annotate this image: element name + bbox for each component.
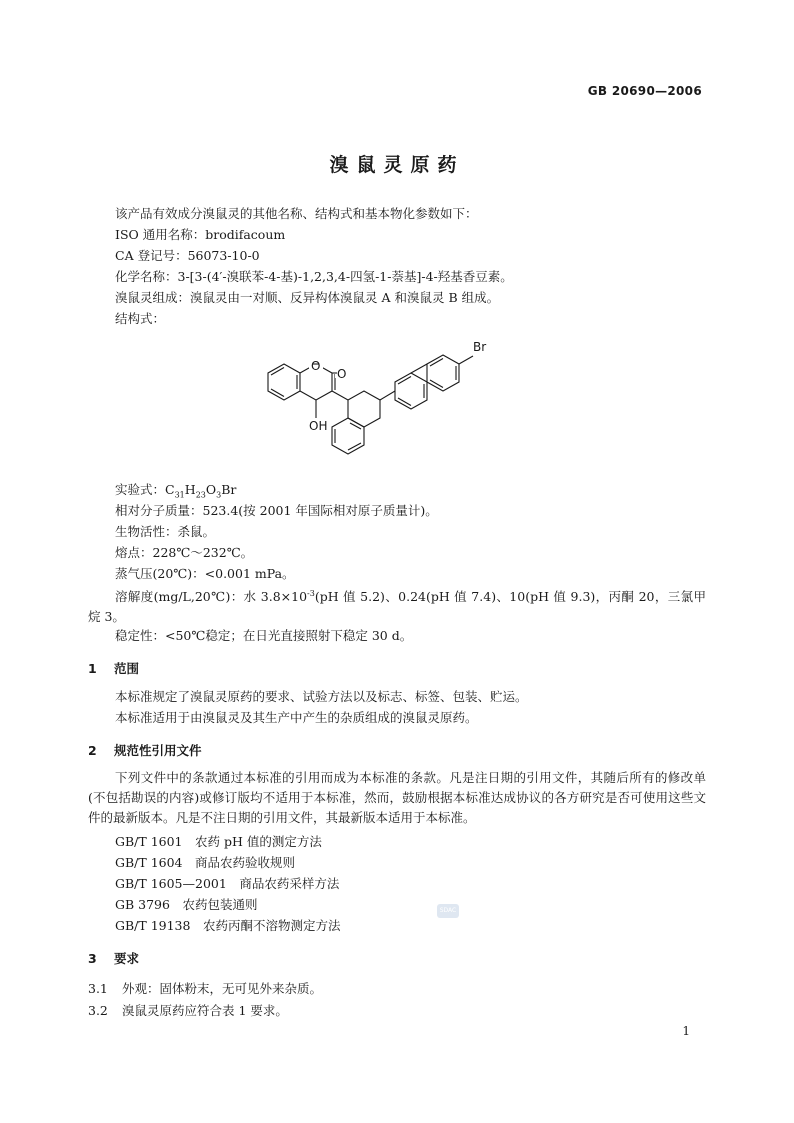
reference-item: GB 3796 农药包装通则 [115, 897, 258, 912]
structure-label: 结构式： [115, 311, 166, 326]
structural-formula [255, 333, 545, 473]
standard-number: GB 20690—2006 [587, 84, 702, 98]
stability: 稳定性：<50℃稳定；在日光直接照射下稳定 30 d。 [115, 628, 413, 643]
watermark-logo: SDAC [437, 904, 459, 918]
clause-3-1: 3.1 外观：固体粉末，无可见外来杂质。 [88, 981, 323, 996]
page-title: 溴鼠灵原药 [329, 154, 465, 176]
melting-point: 熔点：228℃～232℃。 [115, 545, 254, 560]
section-2-heading: 2 规范性引用文件 [88, 743, 202, 758]
page-number: 1 [682, 1024, 690, 1038]
section-1-para-1: 本标准规定了溴鼠灵原药的要求、试验方法以及标志、标签、包装、贮运。 [115, 689, 528, 704]
bromine-label: Br [473, 340, 487, 354]
ca-number: CA 登记号：56073-10-0 [115, 248, 260, 263]
hydroxyl-label: OH [309, 419, 328, 433]
ring-oxygen-label: O [311, 359, 321, 373]
bioactivity: 生物活性：杀鼠。 [115, 524, 216, 539]
molecular-mass: 相对分子质量：523.4(按 2001 年国际相对原子质量计)。 [115, 503, 438, 518]
section-1-para-2: 本标准适用于由溴鼠灵及其生产中产生的杂质组成的溴鼠灵原药。 [115, 710, 478, 725]
section-2-para-1: 下列文件中的条款通过本标准的引用而成为本标准的条款。凡是注日期的引用文件，其随后所有的修改单(不包括勘误的内容)或修订版均不适用于本标准，然而，鼓励根据本标准达成协议的各方研究是否可使用这些文件的最新版本。凡是不注日期的引用文件，其最新版本适用于本标准。 [88, 770, 706, 825]
intro-line: 该产品有效成分溴鼠灵的其他名称、结构式和基本物化参数如下： [115, 206, 478, 221]
iso-name: ISO 通用名称：brodifacoum [115, 227, 286, 242]
solubility: 溶解度(mg/L,20℃)：水 $3.8\times 10^{-3}(pH$ 值 5.2)、0.24(pH 值 7.4)、10(pH 值 9.3)，丙酮 20，三氯甲烷 3。 [88, 589, 706, 625]
reference-item: GB/T 1604 商品农药验收规则 [115, 855, 296, 870]
composition: 溴鼠灵组成：溴鼠灵由一对顺、反异构体溴鼠灵 A 和溴鼠灵 B 组成。 [115, 290, 500, 305]
empirical-formula: 实验式：$C_{31}H_{23}O_3Br$ [115, 482, 237, 500]
section-1-heading: 1 范围 [88, 661, 140, 676]
carbonyl-oxygen-label: O [337, 367, 347, 381]
reference-item: GB/T 19138 农药丙酮不溶物测定方法 [115, 918, 341, 933]
section-3-heading: 3 要求 [88, 951, 140, 966]
chemical-name: 化学名称：3-[3-(4′-溴联苯-4-基)-1,2,3,4-四氢-1-萘基]-4-羟基香豆素。 [115, 269, 513, 284]
reference-item: GB/T 1601 农药 pH 值的测定方法 [115, 834, 322, 849]
vapor-pressure: 蒸气压(20℃)：<0.001 mPa。 [115, 566, 295, 581]
reference-item: GB/T 1605—2001 商品农药采样方法 [115, 876, 340, 891]
clause-3-2: 3.2 溴鼠灵原药应符合表 1 要求。 [88, 1003, 288, 1018]
